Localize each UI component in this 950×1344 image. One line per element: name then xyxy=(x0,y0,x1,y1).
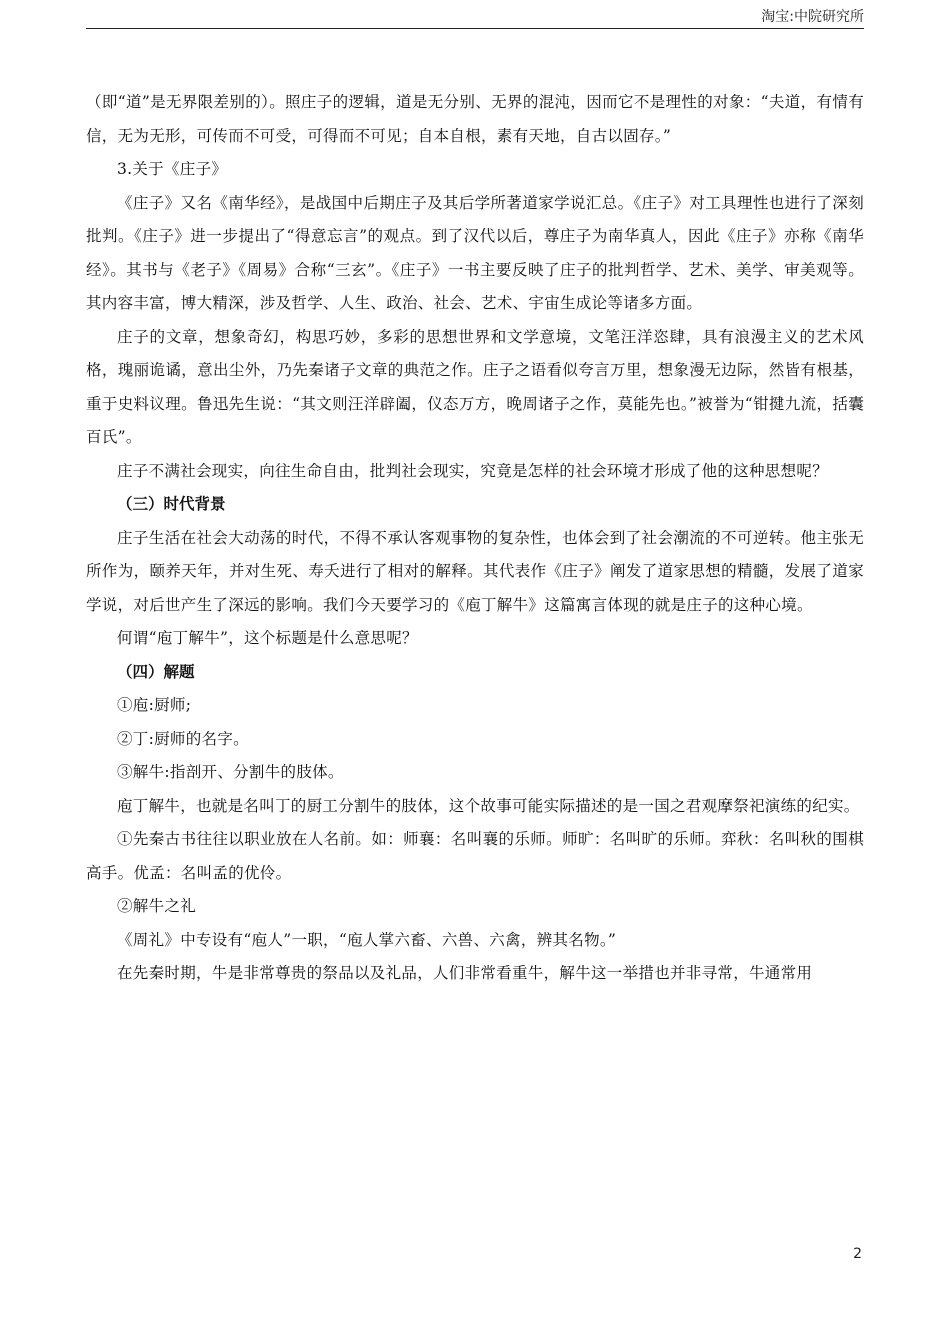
section-heading: （四）解题 xyxy=(117,662,195,681)
paragraph: 何谓“庖丁解牛”，这个标题是什么意思呢？ xyxy=(117,629,418,647)
section-subtitle: 3.关于《庄子》 xyxy=(117,160,228,178)
paragraph: 庄子不满社会现实，向往生命自由，批判社会现实，究竟是怎样的社会环境才形成了他的这种思想呢？ xyxy=(117,461,829,480)
page-number: 2 xyxy=(853,1246,862,1262)
list-item: ②丁:厨师的名字。 xyxy=(117,729,249,748)
paragraph: 《庄子》又名《南华经》，是战国中后期庄子及其后学所著道家学说汇总。《庄子》对工具理性也进行了深刻批判。《庄子》进一步提出了“得意忘言”的观点。到了汉代以后，尊庄子为南华真人，因此《庄子》亦称《南华经》。其书与《老子》《周易》合称“三玄”。《庄子》一书主要反映了庄子的批判哲学、艺术、美学、审美观等。其内容丰富，博大精深，涉及哲学、人生、政治、社会、艺术、宇宙生成论等诸多方面。 xyxy=(86,193,864,312)
list-item: ①庖:厨师; xyxy=(117,696,192,714)
page-header xyxy=(86,0,864,29)
paragraph: 《周礼》中专设有“庖人”一职，“庖人掌六畜、六兽、六禽，辨其名物。” xyxy=(117,930,617,949)
paragraph: 庄子的文章，想象奇幻，构思巧妙，多彩的思想世界和文学意境，文笔汪洋恣肆，具有浪漫主义的艺术风格，瑰丽诡谲，意出尘外，乃先秦诸子文章的典范之作。庄子之语看似夸言万里，想象漫无边际，然皆有根基，重于史料议理。鲁迅先生说：“其文则汪洋辟阖，仪态万方，晚周诸子之作，莫能先也。”被誉为“钳揵九流，括囊百氏”。 xyxy=(86,327,864,446)
paragraph: 庖丁解牛，也就是名叫丁的厨工分割牛的肢体，这个故事可能实际描述的是一国之君观摩祭祀演练的纪实。 xyxy=(117,796,860,815)
header-text: 淘宝:中院研究所 xyxy=(761,9,864,25)
list-item: ③解牛:指剖开、分割牛的肢体。 xyxy=(117,763,344,781)
paragraph: ①先秦古书往往以职业放在人名前。如：师襄：名叫襄的乐师。师旷：名叫旷的乐师。弈秋：名叫秋的围棋高手。优孟：名叫孟的优伶。 xyxy=(86,830,864,882)
paragraph: 在先秦时期，牛是非常尊贵的祭品以及礼品，人们非常看重牛，解牛这一举措也并非寻常，牛通常用 xyxy=(117,964,813,982)
list-item: ②解牛之礼 xyxy=(117,897,197,915)
document-body xyxy=(86,86,864,991)
paragraph: 庄子生活在社会大动荡的时代，不得不承认客观事物的复杂性，也体会到了社会潮流的不可逆转。他主张无所作为，颐养天年，并对生死、寿夭进行了相对的解释。其代表作《庄子》阐发了道家思想的精髓，发展了道家学说，对后世产生了深远的影响。我们今天要学习的《庖丁解牛》这篇寓言体现的就是庄子的这种心境。 xyxy=(86,528,864,614)
paragraph: （即“道”是无界限差别的）。照庄子的逻辑，道是无分别、无界的混沌，因而它不是理性的对象：“夫道，有情有信，无为无形，可传而不可受，可得而不可见；自本自根，素有天地，自古以固存。” xyxy=(86,93,864,145)
section-heading: （三）时代背景 xyxy=(117,495,226,513)
